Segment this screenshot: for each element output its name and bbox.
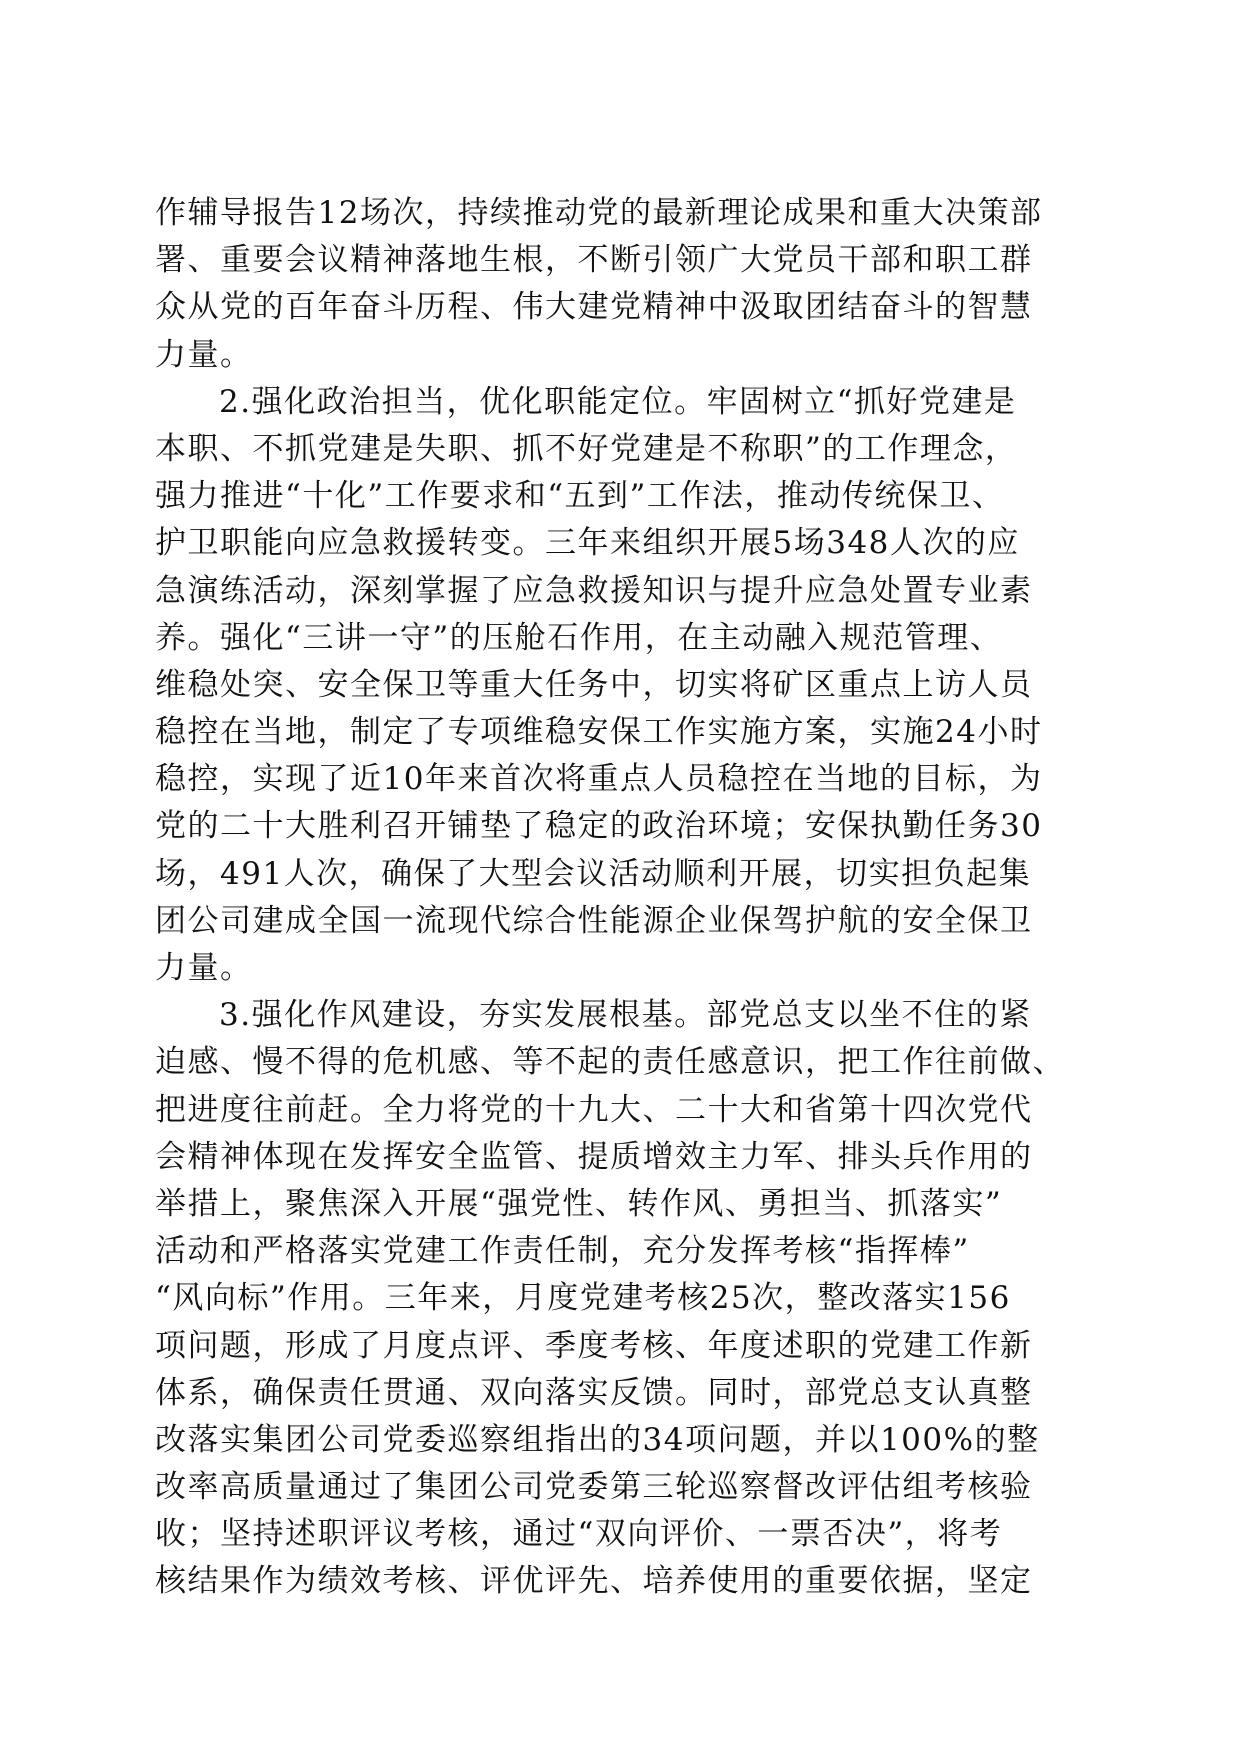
text-line: “风向标”作用。三年来，月度党建考核25次，整改落实156 xyxy=(155,1280,1011,1317)
text-line: 核结果作为绩效考核、评优评先、培养使用的重要依据，坚定 xyxy=(155,1563,1033,1600)
paragraph-heading-3: 3.强化作风建设，夯实发展根基。部党总支以坐不住的紧 xyxy=(219,997,1032,1034)
text-line: 力量。 xyxy=(155,336,253,373)
text-line: 强力推进“十化”工作要求和“五到”工作法，推动传统保卫、 xyxy=(155,478,1005,515)
text-line: 场，491人次，确保了大型会议活动顺利开展，切实担负起集 xyxy=(155,855,1032,892)
text-line: 收；坚持述职评议考核，通过“双向评价、一票否决”，将考 xyxy=(155,1516,1003,1553)
text-line: 体系，确保责任贯通、双向落实反馈。同时，部党总支认真整 xyxy=(155,1374,1033,1411)
text-line: 会精神体现在发挥安全监管、提质增效主力军、排头兵作用的 xyxy=(155,1138,1033,1175)
text-line: 举措上，聚焦深入开展“强党性、转作风、勇担当、抓落实” xyxy=(155,1185,1003,1222)
text-line: 改落实集团公司党委巡察组指出的34项问题，并以100%的整 xyxy=(155,1421,1040,1458)
text-line: 作辅导报告12场次，持续推动党的最新理论成果和重大决策部 xyxy=(155,195,1043,231)
text-line: 党的二十大胜利召开铺垫了稳定的政治环境；安保执勤任务30 xyxy=(155,808,1043,845)
text-line: 力量。 xyxy=(155,950,253,986)
text-line: 改率高质量通过了集团公司党委第三轮巡察督改评估组考核验 xyxy=(155,1469,1033,1506)
text-line: 稳控在当地，制定了专项维稳安保工作实施方案，实施24小时 xyxy=(155,714,1043,751)
text-line: 众从党的百年奋斗历程、伟大建党精神中汲取团结奋斗的智慧 xyxy=(155,289,1033,326)
text-line: 稳控，实现了近10年来首次将重点人员稳控在当地的目标，为 xyxy=(155,761,1043,798)
text-line: 本职、不抓党建是失职、抓不好党建是不称职”的工作理念， xyxy=(155,430,1018,467)
text-line: 维稳处突、安全保卫等重大任务中，切实将矿区重点上访人员 xyxy=(155,666,1033,703)
text-line: 养。强化“三讲一守”的压舱石作用，在主动融入规范管理、 xyxy=(155,619,1003,656)
text-line: 把进度往前赶。全力将党的十九大、二十大和省第十四次党代 xyxy=(155,1091,1033,1128)
text-line: 活动和严格落实党建工作责任制，充分发挥考核“指挥棒” xyxy=(155,1233,970,1270)
paragraph-heading-2: 2.强化政治担当，优化职能定位。牢固树立“抓好党建是 xyxy=(219,383,1017,420)
text-line: 迫感、慢不得的危机感、等不起的责任感意识，把工作往前做、 xyxy=(155,1044,1065,1081)
text-line: 项问题，形成了月度点评、季度考核、年度述职的党建工作新 xyxy=(155,1327,1033,1364)
text-line: 署、重要会议精神落地生根，不断引领广大党员干部和职工群 xyxy=(155,242,1033,279)
text-line: 护卫职能向应急救援转变。三年来组织开展5场348人次的应 xyxy=(155,525,1020,562)
text-line: 急演练活动，深刻掌握了应急救援知识与提升应急处置专业素 xyxy=(155,572,1033,609)
text-line: 团公司建成全国一流现代综合性能源企业保驾护航的安全保卫 xyxy=(155,902,1033,939)
body-text xyxy=(155,190,1085,1606)
